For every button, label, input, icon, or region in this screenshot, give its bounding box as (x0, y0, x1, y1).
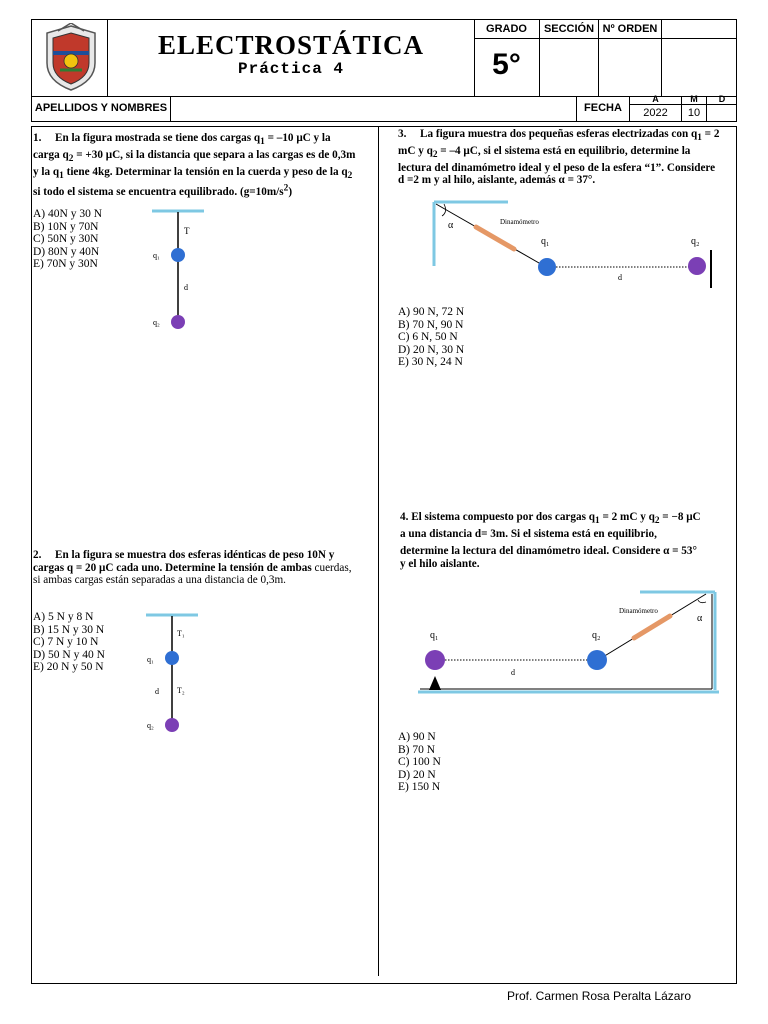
month-value: 10 (687, 107, 701, 119)
q2-label: q₂ (592, 630, 601, 641)
q2-option-d[interactable]: D) 50 N y 40 N (33, 648, 105, 661)
q2-label: q₂ (147, 721, 154, 730)
fecha-label: FECHA (584, 102, 622, 114)
q2-figure (140, 608, 220, 738)
q1-options (33, 208, 102, 271)
q4-number: 4. (400, 511, 409, 523)
t2-label: T₂ (177, 686, 185, 695)
q2-option-a[interactable]: A) 5 N y 8 N (33, 611, 94, 623)
distance-label: d (184, 283, 188, 292)
q1-label: q₁ (153, 251, 160, 260)
orden-label: Nº ORDEN (602, 23, 658, 35)
dynamometer (634, 616, 670, 638)
q1-option-c[interactable]: C) 50N y 30N (33, 233, 99, 246)
alpha-label: α (697, 613, 703, 624)
school-crest-logo (40, 23, 102, 93)
q1-option-a[interactable]: A) 40N y 30 N (33, 208, 102, 220)
distance-label: d (618, 273, 622, 282)
grado-label: GRADO (486, 23, 527, 35)
charge-q2 (587, 650, 607, 670)
column-divider (378, 126, 379, 976)
alpha-label: α (448, 220, 454, 231)
q2-options (33, 611, 105, 674)
distance-label: d (155, 687, 159, 696)
question-3: 3. La figura muestra dos pequeñas esferas electrizadas con $q_1 = 2$ mC y $q_2 = -4$ μC, si el sistema está en equilibrio, determine la lectura del dinamómetro ideal y el peso de la esfera “1”. Considere d =2 m y al hilo, aislante, además α = 37°. (398, 128, 720, 187)
apellidos-label: APELLIDOS Y NOMBRES (34, 102, 168, 114)
question-2: 2. En la figura se muestra dos esferas idénticas de peso 10N y cargas q = 20 μC cada uno. Determine la tensión de ambas cuerdas, si ambas cargas están separadas a una distancia de 0,3m. (33, 549, 352, 587)
support (429, 676, 441, 690)
year-label: A (652, 94, 659, 104)
question-1: 1. En la figura mostrada se tiene dos cargas $q_1 = -10$ μC y la carga $q_2 = +30$ μC, si la distancia que separa a las cargas es de 0,3m y la $q_1$ tiene 4kg. Determinar la tensión en la cuerda y peso de la $q_2$ si todo el sistema se encuentra equilibrado. $(g=10m/s^2)$ (33, 132, 356, 199)
dinamometro-label: Dinamómetro (619, 607, 658, 615)
q2-number: 2. (33, 549, 42, 561)
distance-label: d (511, 668, 515, 677)
charge-q2 (688, 257, 706, 275)
day-label: D (718, 94, 726, 104)
charge-q1 (425, 650, 445, 670)
q2-label: q₂ (691, 236, 700, 247)
q1-label: q₁ (541, 236, 550, 247)
q4-option-e[interactable]: E) 150 N (398, 781, 441, 794)
q4-option-b[interactable]: B) 70 N (398, 743, 436, 756)
q2-option-b[interactable]: B) 15 N y 30 N (33, 623, 105, 636)
charge-q1 (171, 248, 185, 262)
q4-option-c[interactable]: C) 100 N (398, 756, 441, 769)
year-value: 2022 (643, 107, 668, 119)
tension-label: T (184, 226, 190, 236)
dinamometro-label: Dinamómetro (500, 218, 539, 226)
charge-q2 (171, 315, 185, 329)
q4-figure (412, 586, 724, 702)
q1-label: q₁ (430, 630, 439, 641)
q4-option-a[interactable]: A) 90 N (398, 731, 436, 743)
q1-number: 1. (33, 132, 42, 144)
charge-q2 (165, 718, 179, 732)
dynamometer (476, 227, 514, 249)
q3-option-d[interactable]: D) 20 N, 30 N (398, 343, 465, 356)
author-footer: Prof. Carmen Rosa Peralta Lázaro (507, 989, 692, 1003)
divider (661, 19, 662, 97)
q1-option-d[interactable]: D) 80N y 40N (33, 245, 100, 258)
divider (474, 38, 737, 39)
grado-value: 5° (492, 48, 521, 81)
page-title: ELECTROSTÁTICA (157, 30, 425, 60)
charge-q1 (538, 258, 556, 276)
t1-label: T₁ (177, 629, 185, 638)
q3-number: 3. (398, 128, 407, 140)
q3-options (398, 306, 464, 369)
q1-figure (140, 204, 220, 334)
question-4: 4. El sistema compuesto por dos cargas $q_1 = 2$ mC y $q_2 = -8$ μC a una distancia d= 3m. Si el sistema está en equilibrio, determine la lectura del dinamómetro ideal. Considere α = 53° y el hilo aislante. (400, 511, 701, 571)
q3-option-c[interactable]: C) 6 N, 50 N (398, 331, 458, 344)
q1-option-e[interactable]: E) 70N y 30N (33, 258, 98, 271)
q2-option-c[interactable]: C) 7 N y 10 N (33, 636, 99, 649)
q1-label: q₁ (147, 655, 154, 664)
charge-q1 (165, 651, 179, 665)
q4-options (398, 731, 441, 794)
q3-figure (428, 198, 720, 296)
month-label: M (690, 94, 698, 104)
q3-option-b[interactable]: B) 70 N, 90 N (398, 318, 464, 331)
q3-option-a[interactable]: A) 90 N, 72 N (398, 306, 465, 318)
q4-option-d[interactable]: D) 20 N (398, 768, 436, 781)
seccion-label: SECCIÓN (543, 23, 595, 35)
q1-option-b[interactable]: B) 10N y 70N (33, 220, 99, 233)
apellidos-field[interactable] (171, 97, 575, 121)
q3-option-e[interactable]: E) 30 N, 24 N (398, 356, 463, 369)
q2-label: q₂ (153, 318, 160, 327)
divider (629, 104, 737, 105)
page-subtitle: Práctica 4 (237, 60, 344, 78)
q2-option-e[interactable]: E) 20 N y 50 N (33, 661, 104, 674)
